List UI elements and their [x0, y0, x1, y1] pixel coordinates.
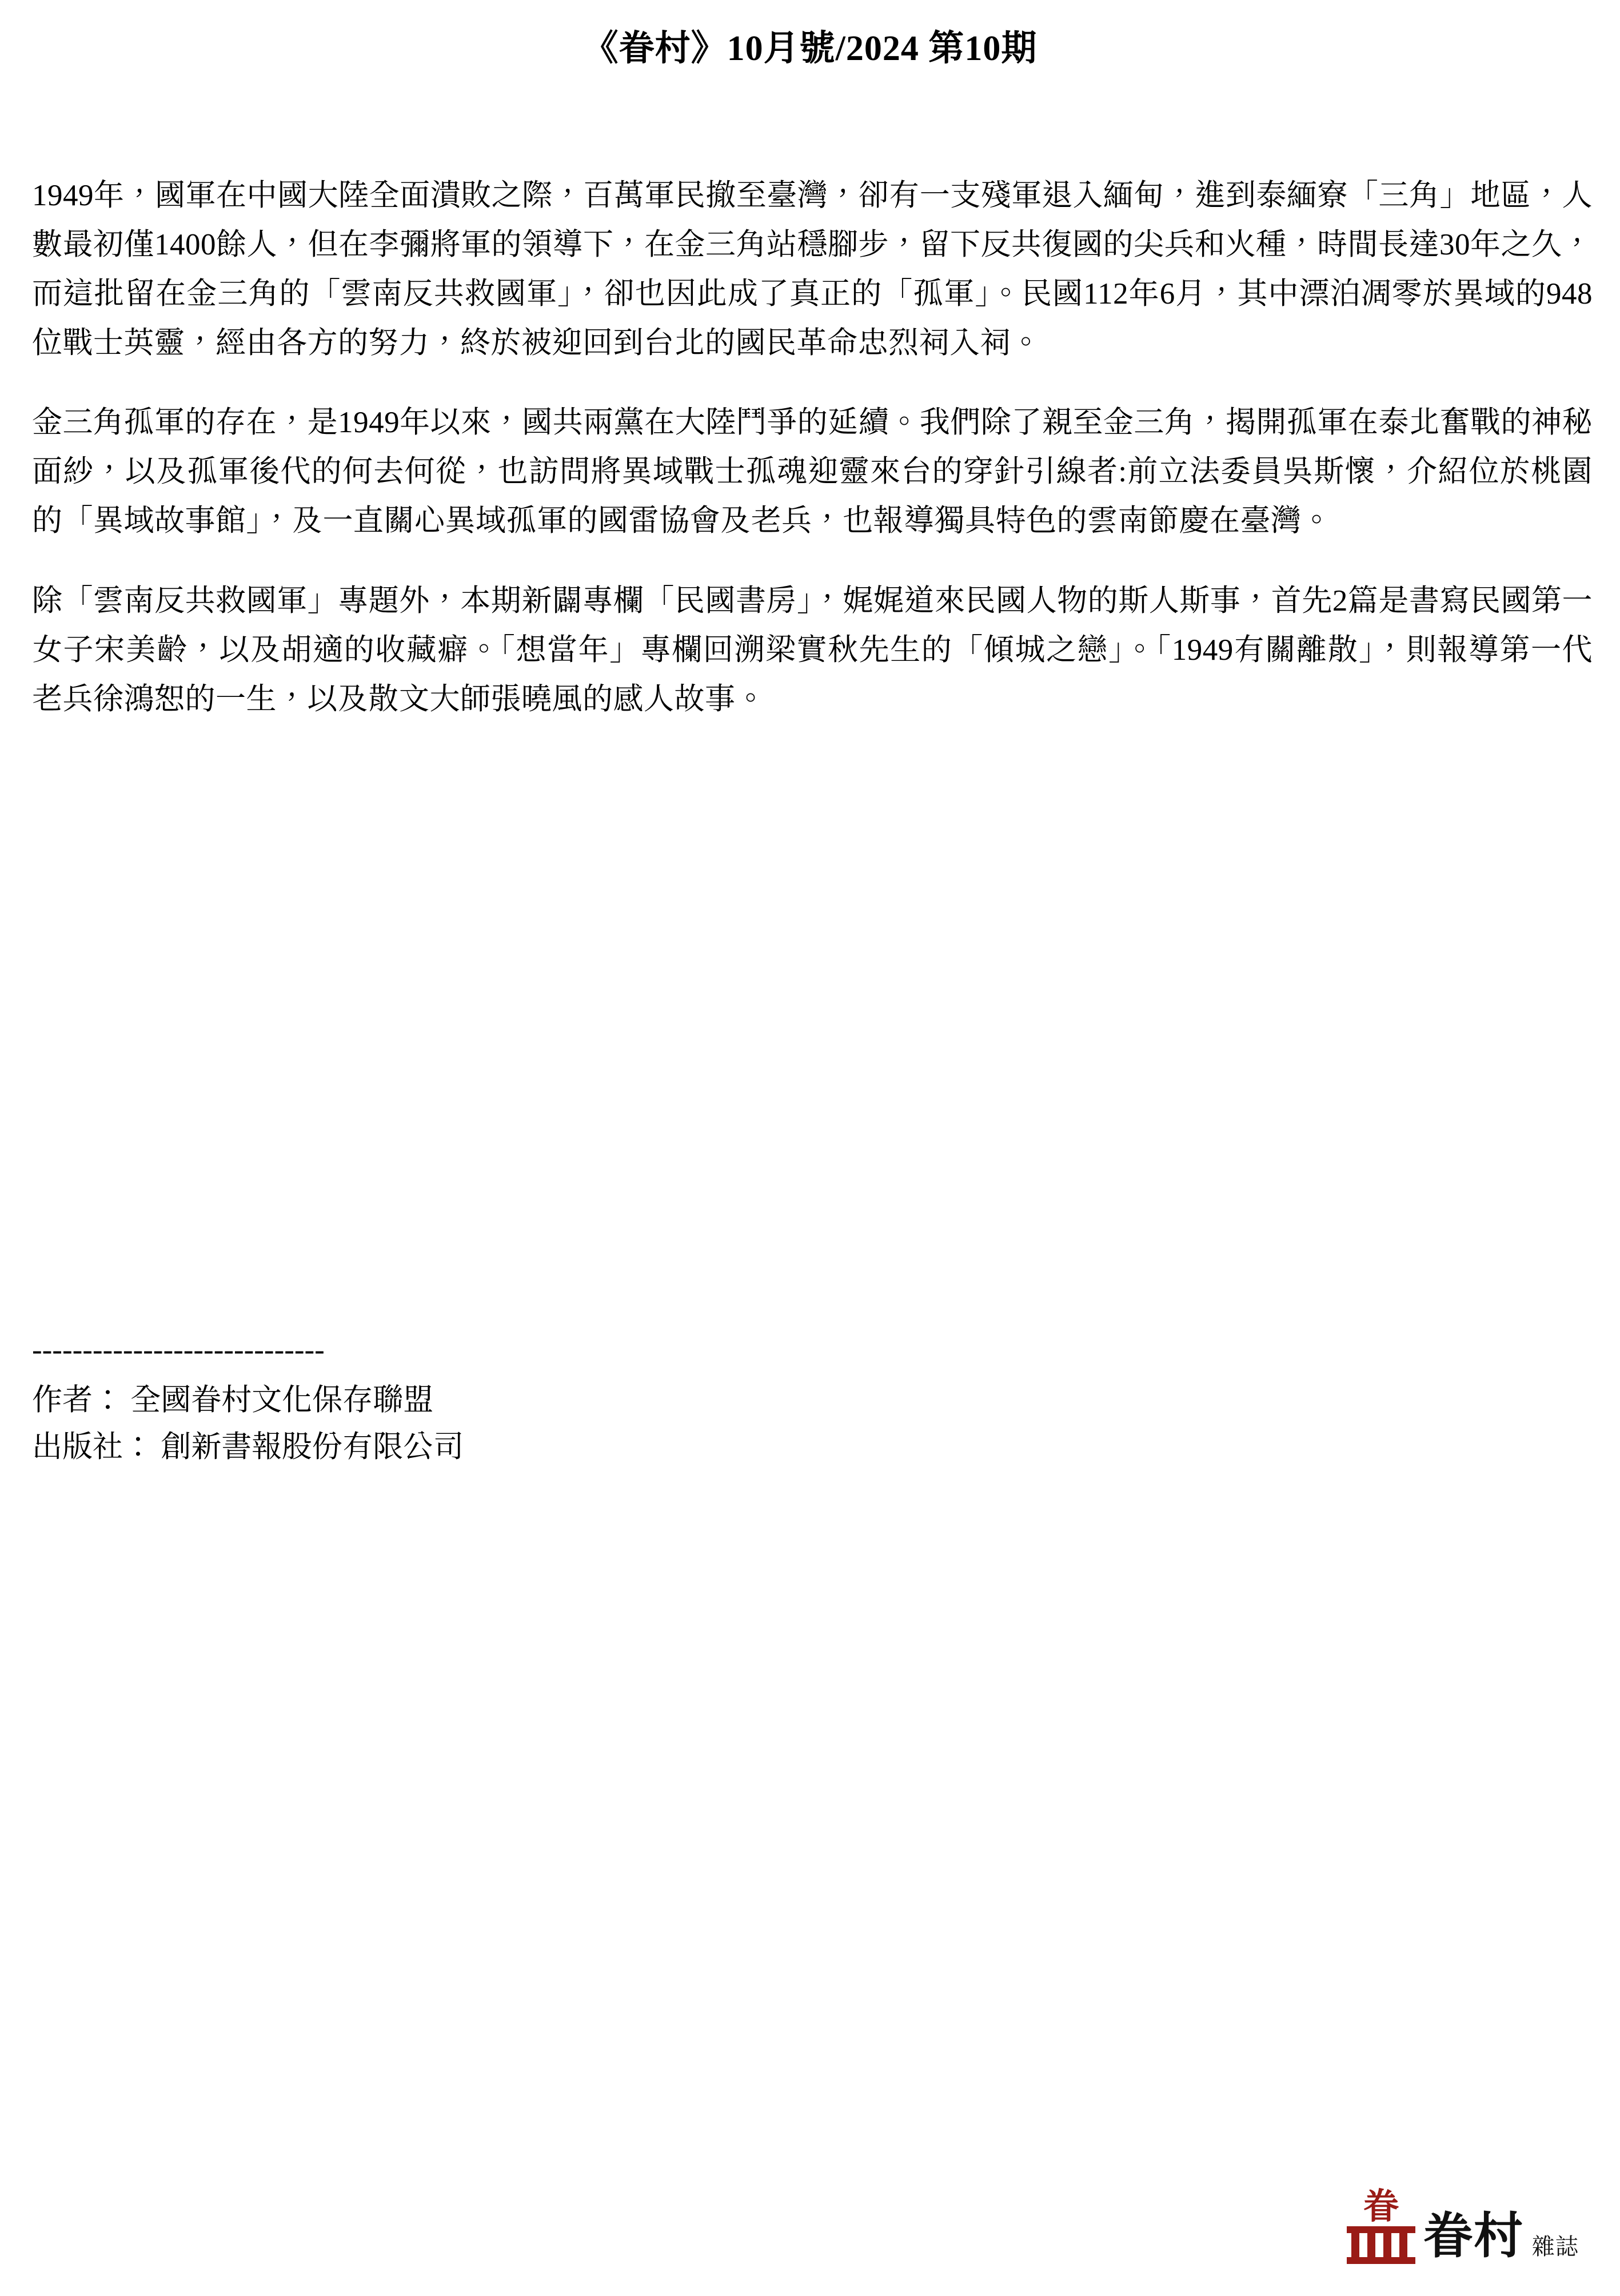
paragraph-2: 金三角孤軍的存在，是1949年以來，國共兩黨在大陸鬥爭的延續。我們除了親至金三角，揭開孤軍在泰北奮戰的神秘面紗，以及孤軍後代的何去何從，也訪問將異域戰士孤魂迎靈來台的穿針引線者:前立法委員吳斯懷，介紹位於桃園的「異域故事館」，及一直關心異域孤軍的國雷協會及老兵，也報導獨具特色的雲南節慶在臺灣。 — [32, 406, 1593, 538]
author-line: 作者： 全國眷村文化保存聯盟 — [32, 1383, 434, 1417]
publisher-line: 出版社： 創新書報股份有限公司 — [32, 1430, 464, 1464]
paragraph-1: 1949年，國軍在中國大陸全面潰敗之際，百萬軍民撤至臺灣，卻有一支殘軍退入緬甸，進到泰緬寮「三角」地區，人數最初僅1400餘人，但在李彌將軍的領導下，在金三角站穩腳步，留下反共復國的尖兵和火種，時間長達30年之久，而這批留在金三角的「雲南反共救國軍」，卻也因此成了真正的「孤軍」。民國112年6月，其中漂泊凋零於異域的948位戰士英靈，經由各方的努力，終於被迎回到台北的國民革命忠烈祠入祠。 — [32, 179, 1593, 360]
article-body — [32, 172, 1593, 724]
colophon — [32, 1332, 1593, 1470]
logo-seal-glyph: 眷 — [1363, 2187, 1399, 2226]
divider: ----------------------------- — [32, 1333, 325, 1366]
logo-seal-base — [1347, 2226, 1415, 2264]
logo-subtitle: 雜誌 — [1532, 2234, 1579, 2259]
magazine-logo — [1347, 2178, 1579, 2264]
page-title: 《眷村》10月號/2024 第10期 — [582, 29, 1038, 68]
logo-seal-icon — [1347, 2187, 1415, 2264]
paragraph-3: 除「雲南反共救國軍」專題外，本期新闢專欄「民國書房」，娓娓道來民國人物的斯人斯事，首先2篇是書寫民國第一女子宋美齡，以及胡適的收藏癖。「想當年」專欄回溯梁實秋先生的「傾城之戀」。「1949有關離散」，則報導第一代老兵徐鴻恕的一生，以及散文大師張曉風的感人故事。 — [32, 584, 1593, 716]
logo-wordmark: 眷村 — [1423, 2209, 1524, 2263]
